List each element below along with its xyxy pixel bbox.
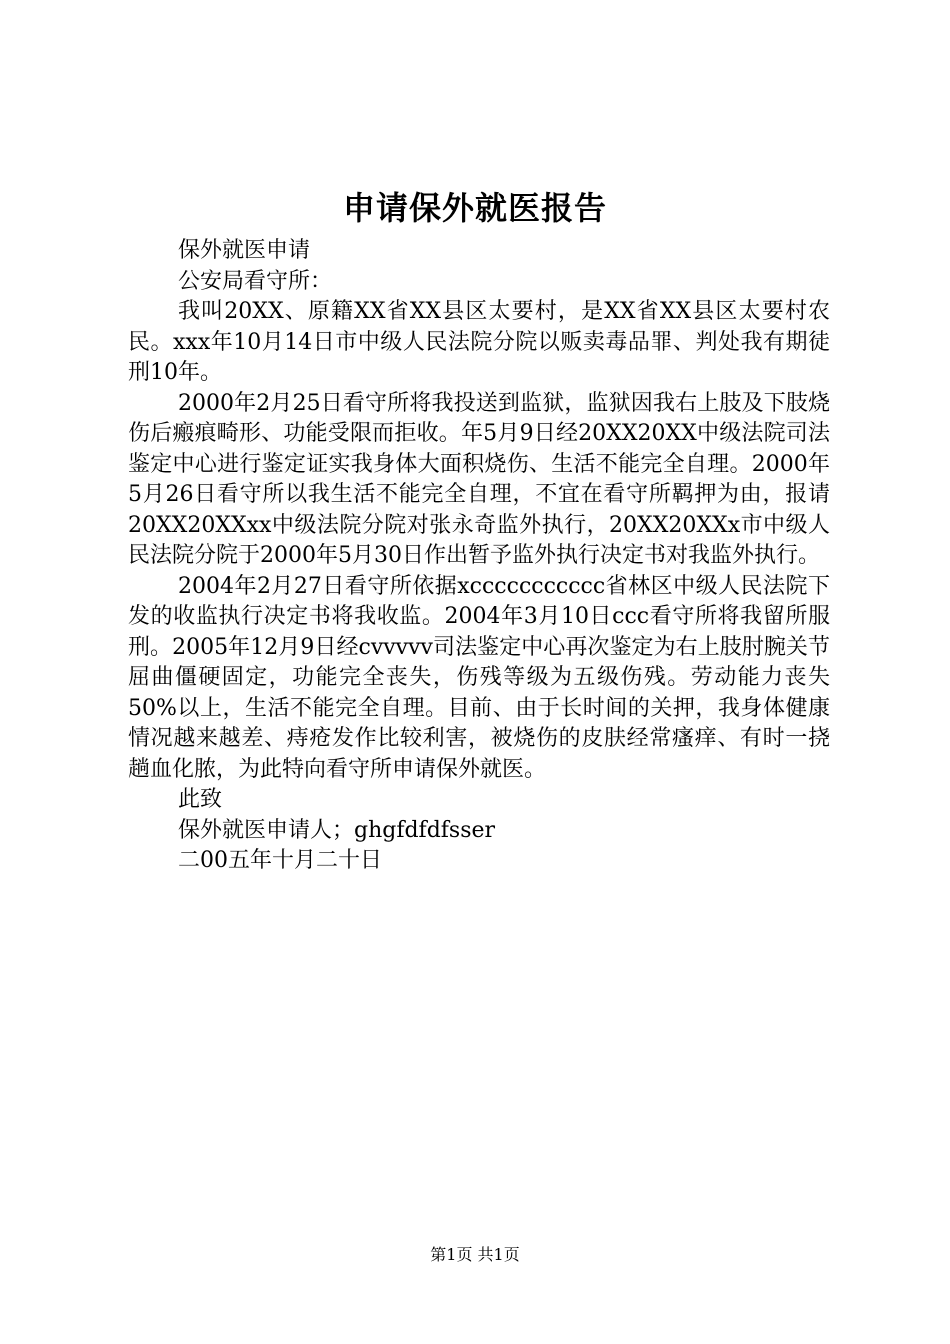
signature-line: 保外就医申请人；ghgfdfdfsser xyxy=(178,817,496,843)
document-body xyxy=(128,236,830,877)
page-footer: 第1页 共1页 xyxy=(430,1245,520,1264)
paragraph: 2000年2月25日看守所将我投送到监狱，监狱因我右上肢及下肢烧伤后瘢痕畸形、功能受限而拒收。年5月9日经20XX20XX中级法院司法鉴定中心进行鉴定证实我身体大面积烧伤、生活不能完全自理。2000年5月26日看守所以我生活不能完全自理，不宜在看守所羁押为由，报请20XX20XXxx中级法院分院对张永奇监外执行，20XX20XXx市中级人民法院分院于2000年5月30日作出暂予监外执行决定书对我监外执行。 xyxy=(128,390,830,568)
recipient-line: 公安局看守所： xyxy=(178,268,333,294)
date-line: 二00五年十月二十日 xyxy=(178,848,382,873)
paragraph: 2004年2月27日看守所依据xccccccccccc省林区中级人民法院下发的收监执行决定书将我收监。2004年3月10日ccc看守所将我留所服刑。2005年12月9日经cvvvvv司法鉴定中心再次鉴定为右上肢肘腕关节屈曲僵硬固定，功能完全丧失，伤残等级为五级伤残。劳动能力丧失50%以上，生活不能完全自理。目前、由于长时间的关押，我身体健康情况越来越差、痔疮发作比较利害，被烧伤的皮肤经常瘙痒、有时一挠趟血化脓，为此特向看守所申请保外就医。 xyxy=(128,573,830,782)
subject-line: 保外就医申请 xyxy=(178,238,311,263)
paragraph: 我叫20XX、原籍XX省XX县区太要村，是XX省XX县区太要村农民。xxx年10月14日市中级人民法院分院以贩卖毒品罪、判处我有期徒刑10年。 xyxy=(128,299,830,385)
closing-line: 此致 xyxy=(178,787,223,812)
document-title: 申请保外就医报告 xyxy=(342,189,607,227)
